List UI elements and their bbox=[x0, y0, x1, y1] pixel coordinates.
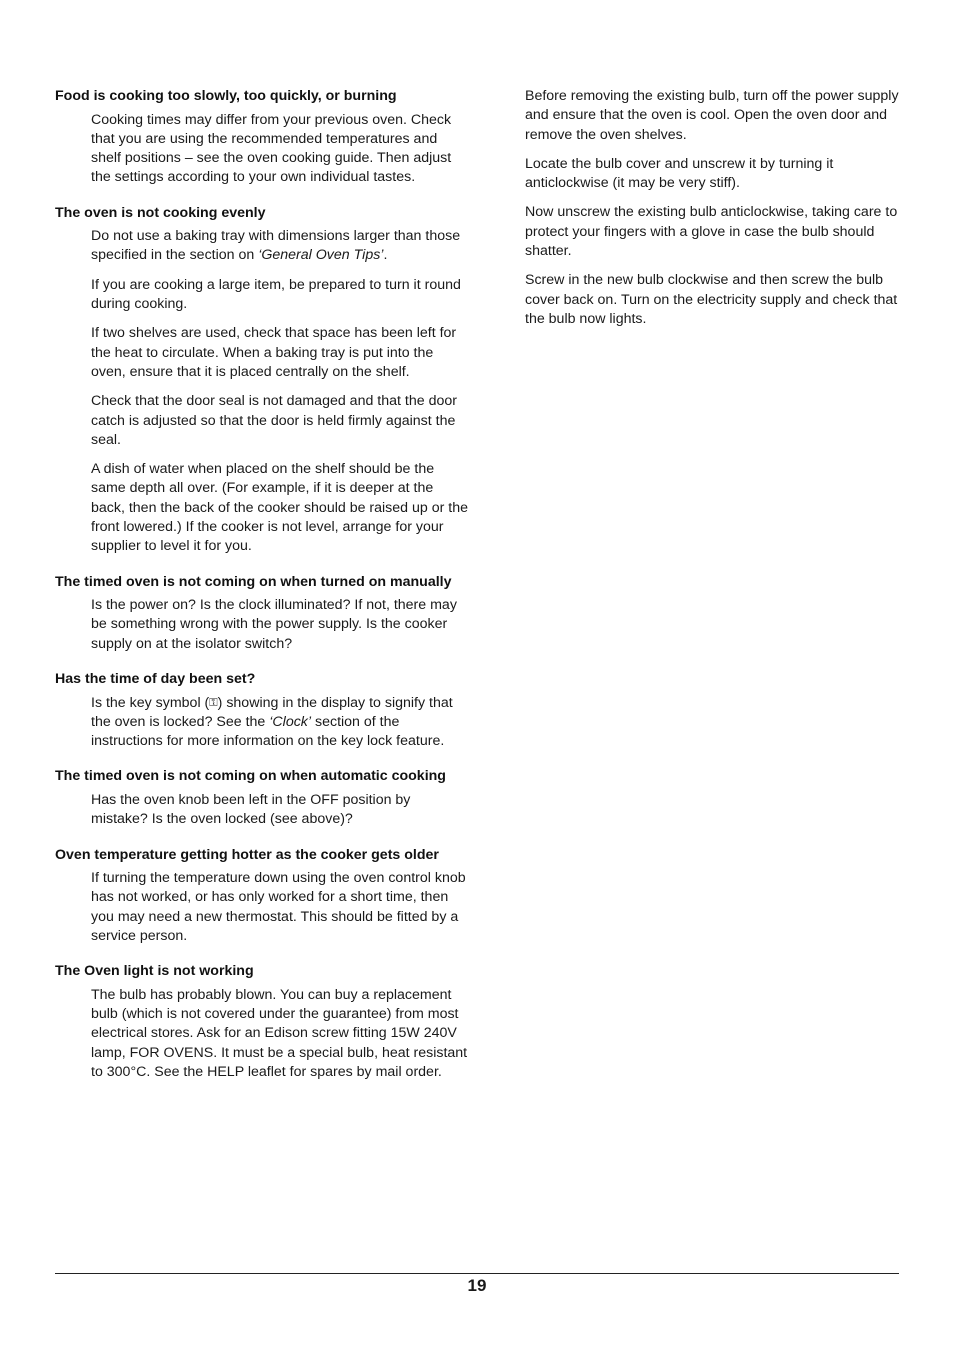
section-heading: Oven temperature getting hotter as the cooker gets older bbox=[55, 846, 439, 863]
section-uneven-cooking bbox=[55, 204, 469, 557]
section-heading: The timed oven is not coming on when turned on manually bbox=[55, 573, 452, 590]
paragraph: The bulb has probably blown. You can buy a replacement bulb (which is not covered under the guarantee) from most electrical stores. Ask for an Edison screw fitting 15W 240V lamp, FOR OVENS. It must be a special bulb, heat resistant to 300°C. See the HELP leaflet for spares by mail order. bbox=[91, 986, 468, 1080]
paragraph: Has the oven knob been left in the OFF position by mistake? Is the oven locked (see above)? bbox=[91, 791, 411, 828]
page-number: 19 bbox=[467, 1276, 487, 1295]
left-column bbox=[55, 87, 469, 1098]
section-cooking-speed bbox=[55, 87, 469, 188]
paragraph: A dish of water when placed on the shelf should be the same depth all over. (For example, if it is deeper at the back, then the back of the cooker should be raised up or the front lowered.) If the cooker is not level, arrange for your supplier to level it for you. bbox=[91, 461, 469, 555]
paragraph: Cooking times may differ from your previous oven. Check that you are using the recommended temperatures and shelf positions – see the oven cooking guide. Then adjust the settings according to your own individual tastes. bbox=[91, 111, 452, 186]
paragraph: Is the key symbol (⚿) showing in the display to signify that the oven is locked? See the ‘Clock’ section of the instructions for more information on the key lock feature. bbox=[91, 694, 453, 750]
section-heading: The timed oven is not coming on when automatic cooking bbox=[55, 768, 446, 785]
paragraph: Do not use a baking tray with dimensions larger than those specified in the section on ‘General Oven Tips’. bbox=[91, 228, 461, 264]
section-heading: The Oven light is not working bbox=[55, 963, 254, 980]
section-time-of-day bbox=[55, 670, 469, 751]
section-timed-automatic bbox=[55, 767, 469, 829]
paragraph: If you are cooking a large item, be prepared to turn it round during cooking. bbox=[91, 276, 461, 313]
section-heading: Has the time of day been set? bbox=[55, 671, 256, 688]
section-heading: Food is cooking too slowly, too quickly, or burning bbox=[55, 88, 397, 104]
section-oven-light bbox=[55, 962, 469, 1082]
paragraph: If two shelves are used, check that space has been left for the heat to circulate. When a baking tray is put into the oven, ensure that it is placed centrally on the shelf. bbox=[91, 325, 457, 380]
paragraph: Now unscrew the existing bulb anticlockwise, taking care to protect your fingers with a glove in case the bulb should shatter. bbox=[525, 204, 898, 260]
paragraph: Locate the bulb cover and unscrew it by turning it anticlockwise (it may be very stiff). bbox=[525, 155, 834, 192]
paragraph: Before removing the existing bulb, turn off the power supply and ensure that the oven is cool. Open the oven door and remove the oven shelves. bbox=[525, 88, 899, 143]
paragraph: If turning the temperature down using the oven control knob has not worked, or has only worked for a short time, then you may need a new thermostat. This should be fitted by a service person. bbox=[91, 870, 466, 944]
italic-reference: ‘Clock’ bbox=[269, 713, 312, 730]
paragraph: Check that the door seal is not damaged and that the door catch is adjusted so that the door is held firmly against the seal. bbox=[91, 393, 457, 448]
section-temperature-hotter bbox=[55, 846, 469, 947]
paragraph: Is the power on? Is the clock illuminated? If not, there may be something wrong with the power supply. Is the cooker supply on at the isolator switch? bbox=[91, 597, 457, 652]
footer-rule bbox=[55, 1273, 899, 1274]
right-column bbox=[525, 87, 903, 339]
key-icon: ⚿ bbox=[209, 696, 218, 709]
section-timed-manual bbox=[55, 573, 469, 654]
italic-reference: ‘General Oven Tips’ bbox=[258, 247, 384, 264]
paragraph: Screw in the new bulb clockwise and then screw the bulb cover back on. Turn on the electricity supply and check that the bulb now lights. bbox=[525, 272, 898, 327]
section-heading: The oven is not cooking evenly bbox=[55, 204, 266, 221]
